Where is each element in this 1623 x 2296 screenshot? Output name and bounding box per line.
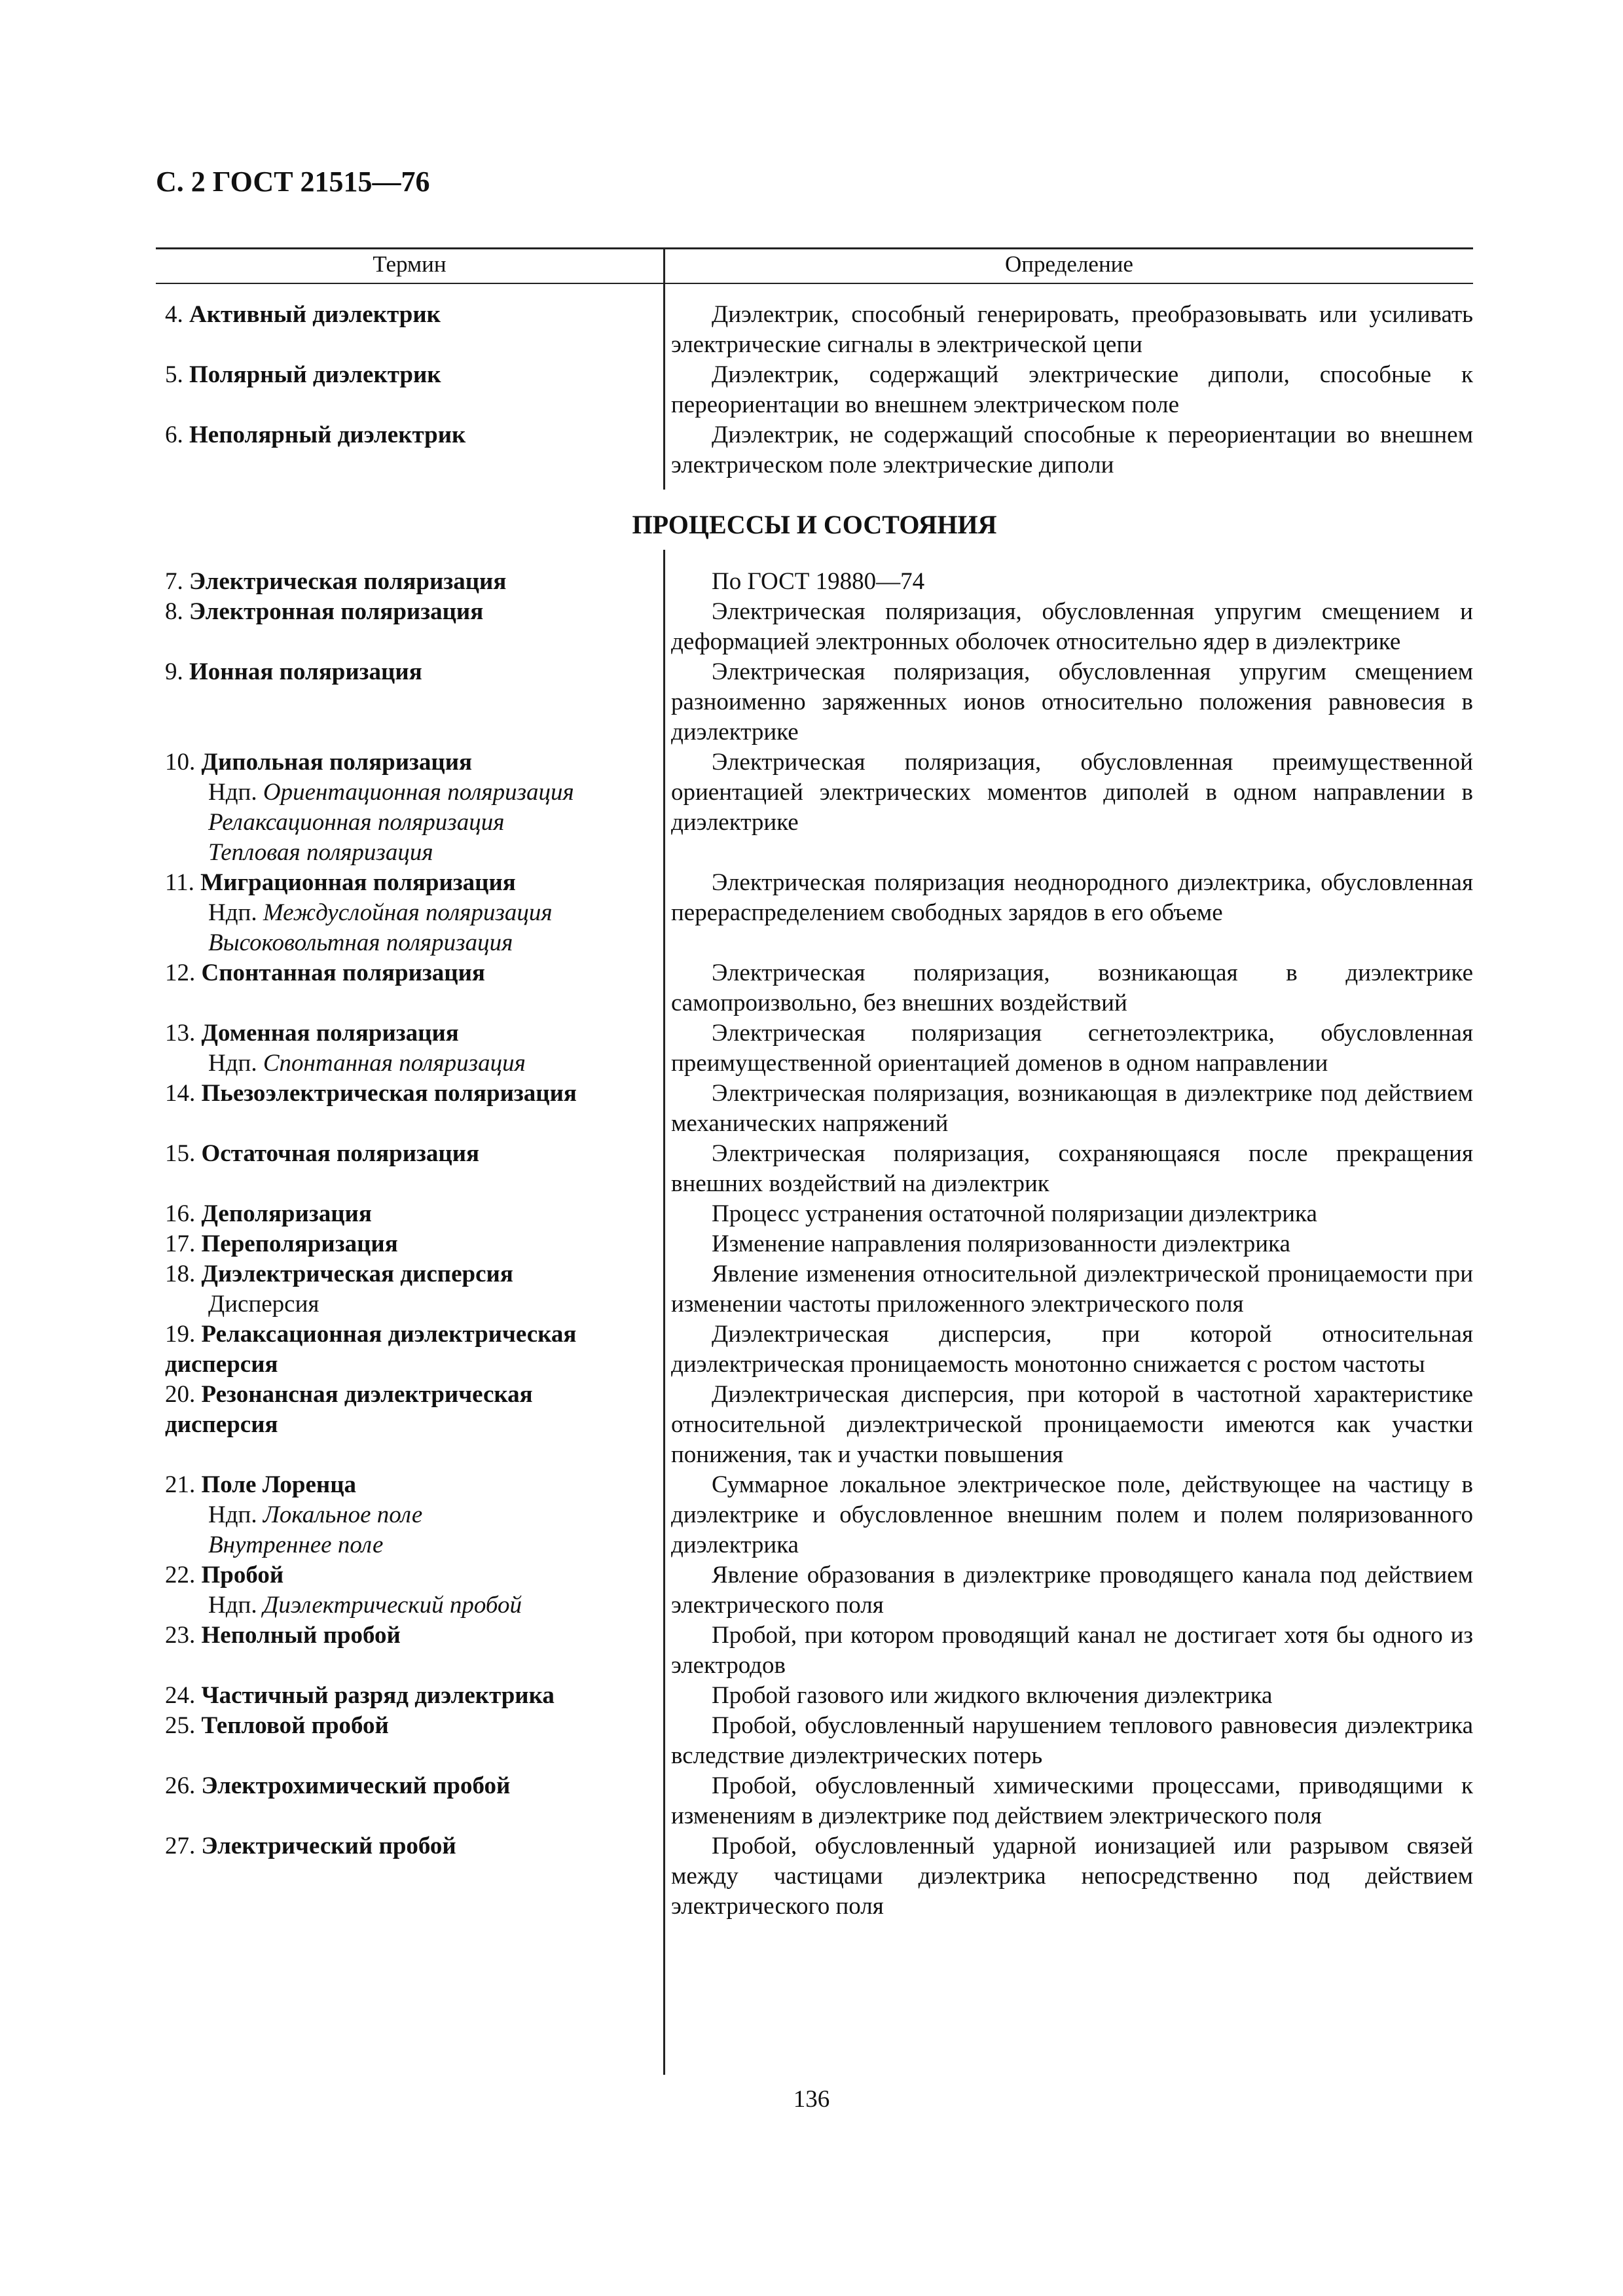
deprecated-synonym (165, 898, 647, 928)
term-cell (156, 1380, 663, 1440)
ndp-label: Ндп. (208, 1592, 257, 1619)
deprecated-term: Релаксационная поляризация (208, 809, 505, 836)
term-name: Дипольная поляризация (201, 749, 473, 776)
term-number: 4. (165, 301, 183, 328)
term-heading (165, 1199, 647, 1229)
ndp-label: Ндп. (208, 1501, 257, 1528)
term-name: Пробой (201, 1562, 284, 1588)
column-header-term: Термин (373, 251, 447, 277)
deprecated-term: Тепловая поляризация (208, 839, 433, 866)
column-header-definition: Определение (1005, 251, 1133, 277)
term-row (156, 1560, 1473, 1621)
definition-cell: Явление изменения относительной диэлектрической проницаемости при изменении частоты приложенного электрического поля (671, 1261, 1473, 1318)
term-name: Полярный диэлектрик (189, 361, 441, 388)
deprecated-synonym (165, 778, 647, 808)
term-heading (165, 360, 647, 390)
term-row (156, 1711, 1473, 1771)
deprecated-synonym (165, 1590, 647, 1621)
term-name: Электрохимический пробой (201, 1772, 511, 1799)
definition-cell: Электрическая поляризация неоднородного диэлектрика, обусловленная перераспределением свободных зарядов в его объеме (671, 869, 1473, 926)
term-heading (165, 1319, 647, 1380)
definition-cell: Диэлектрик, содержащий электрические диполи, способные к переориентации во внешнем электрическом поле (671, 361, 1473, 418)
term-heading (165, 1229, 647, 1259)
term-number: 10. (165, 749, 196, 776)
definition-cell: Диэлектрик, не содержащий способные к переориентации во внешнем электрическом поле электрические диполи (671, 422, 1473, 478)
term-name: Неполный пробой (201, 1622, 401, 1649)
term-name: Тепловой пробой (201, 1712, 389, 1739)
term-cell (156, 1259, 663, 1319)
term-heading (165, 657, 647, 687)
term-heading (165, 597, 647, 627)
definition-cell: Электрическая поляризация, обусловленная упругим смещением и деформацией электронных оболочек относительно ядер в диэлектрике (671, 598, 1473, 655)
term-name: Ионная поляризация (189, 658, 422, 685)
term-number: 14. (165, 1080, 196, 1107)
terms-table-top (156, 300, 1473, 480)
term-row (156, 958, 1473, 1018)
definition-cell: Пробой, обусловленный химическими процессами, приводящими к изменениям в диэлектрике под действием электрического поля (671, 1772, 1473, 1829)
term-number: 21. (165, 1471, 196, 1498)
term-heading (165, 1018, 647, 1049)
term-number: 18. (165, 1261, 196, 1287)
term-name: Переполяризация (201, 1230, 398, 1257)
ndp-label: Ндп. (208, 779, 257, 806)
term-cell (156, 1319, 663, 1380)
term-heading (165, 1711, 647, 1741)
term-number: 23. (165, 1622, 196, 1649)
term-heading (165, 567, 647, 597)
term-row (156, 1771, 1473, 1831)
definition-cell: По ГОСТ 19880—74 (712, 568, 925, 595)
ndp-label: Ндп. (208, 1050, 257, 1077)
term-heading (165, 958, 647, 988)
definition-cell: Пробой газового или жидкого включения диэлектрика (712, 1682, 1273, 1709)
term-heading (165, 1139, 647, 1169)
term-heading (165, 1621, 647, 1651)
term-row (156, 1259, 1473, 1319)
definition-cell: Электрическая поляризация, обусловленная преимущественной ориентацией электрических моментов диполей в одном направлении в диэлектрике (671, 749, 1473, 836)
table-top-rule (156, 247, 1473, 249)
deprecated-term: Высоковольтная поляризация (208, 929, 513, 956)
term-name: Остаточная поляризация (201, 1140, 480, 1167)
term-heading (165, 1771, 647, 1801)
term-cell (156, 958, 663, 988)
term-heading (165, 1470, 647, 1500)
definition-cell: Электрическая поляризация сегнетоэлектрика, обусловленная преимущественной ориентацией доменов в одном направлении (671, 1020, 1473, 1077)
definition-cell: Электрическая поляризация, обусловленная упругим смещением разноименно заряженных ионов относительно положения равновесия в диэлектрике (671, 658, 1473, 745)
deprecated-synonym (165, 1049, 647, 1079)
term-number: 22. (165, 1562, 196, 1588)
term-name: Резонансная диэлектрическая дисперсия (165, 1381, 533, 1438)
term-name: Спонтанная поляризация (201, 960, 485, 986)
term-name: Электрическая поляризация (189, 568, 507, 595)
term-row (156, 420, 1473, 480)
term-number: 7. (165, 568, 183, 595)
definition-cell: Диэлектрическая дисперсия, при которой относительная диэлектрическая проницаемость монотонно снижается с ростом частоты (671, 1321, 1473, 1378)
term-number: 16. (165, 1200, 196, 1227)
term-cell (156, 1621, 663, 1651)
term-cell (156, 1470, 663, 1560)
term-cell (156, 567, 663, 597)
term-number: 12. (165, 960, 196, 986)
term-cell (156, 1018, 663, 1079)
term-cell (156, 868, 663, 958)
page-header: С. 2 ГОСТ 21515—76 (156, 166, 430, 198)
term-number: 24. (165, 1682, 196, 1709)
term-row (156, 747, 1473, 868)
term-cell (156, 300, 663, 330)
definition-cell: Процесс устранения остаточной поляризации диэлектрика (712, 1200, 1317, 1227)
term-number: 5. (165, 361, 183, 388)
term-name: Неполярный диэлектрик (189, 422, 466, 448)
definition-cell: Пробой, при котором проводящий канал не достигает хотя бы одного из электродов (671, 1622, 1473, 1679)
term-name: Электрический пробой (201, 1833, 456, 1859)
definition-cell: Электрическая поляризация, возникающая в диэлектрике самопроизвольно, без внешних воздействий (671, 960, 1473, 1016)
term-name: Электронная поляризация (189, 598, 484, 625)
deprecated-term: Ориентационная поляризация (263, 779, 574, 806)
term-name: Доменная поляризация (201, 1020, 459, 1047)
term-row (156, 567, 1473, 597)
term-heading (165, 1259, 647, 1289)
definition-cell: Суммарное локальное электрическое поле, действующее на частицу в диэлектрике и обусловленное внешним полем и полем поляризованного диэлектрика (671, 1471, 1473, 1558)
page-number: 136 (793, 2086, 830, 2113)
term-name: Миграционная поляризация (200, 869, 516, 896)
term-name: Частичный разряд диэлектрика (201, 1682, 555, 1709)
term-heading (165, 300, 647, 330)
term-cell (156, 420, 663, 450)
term-cell (156, 1560, 663, 1621)
term-cell (156, 1771, 663, 1801)
term-row (156, 1319, 1473, 1380)
term-row (156, 1199, 1473, 1229)
term-number: 9. (165, 658, 183, 685)
term-number: 27. (165, 1833, 196, 1859)
term-number: 11. (165, 869, 194, 896)
term-heading (165, 1831, 647, 1861)
deprecated-term: Междуслойная поляризация (263, 899, 553, 926)
term-row (156, 1229, 1473, 1259)
term-row (156, 657, 1473, 747)
term-name: Активный диэлектрик (189, 301, 441, 328)
section-title: ПРОЦЕССЫ И СОСТОЯНИЯ (632, 510, 997, 539)
term-number: 13. (165, 1020, 196, 1047)
term-cell (156, 657, 663, 687)
term-name: Релаксационная диэлектрическая дисперсия (165, 1321, 577, 1378)
definition-cell: Электрическая поляризация, сохраняющаяся после прекращения внешних воздействий на диэлектрик (671, 1140, 1473, 1197)
term-number: 20. (165, 1381, 196, 1408)
term-heading (165, 1079, 647, 1109)
term-name: Пьезоэлектрическая поляризация (201, 1080, 577, 1107)
term-row (156, 868, 1473, 958)
term-number: 17. (165, 1230, 196, 1257)
definition-cell: Диэлектрик, способный генерировать, преобразовывать или усиливать электрические сигналы в электрической цепи (671, 301, 1473, 358)
term-number: 8. (165, 598, 183, 625)
deprecated-term: Локальное поле (263, 1501, 423, 1528)
term-row (156, 300, 1473, 360)
term-name: Диэлектрическая дисперсия (201, 1261, 513, 1287)
term-cell (156, 1831, 663, 1861)
term-number: 6. (165, 422, 183, 448)
ndp-label: Ндп. (208, 899, 257, 926)
terms-table-main (156, 567, 1473, 1922)
term-row (156, 360, 1473, 420)
term-name: Деполяризация (201, 1200, 372, 1227)
term-row (156, 597, 1473, 657)
term-row (156, 1018, 1473, 1079)
term-number: 15. (165, 1140, 196, 1167)
term-cell (156, 1079, 663, 1109)
definition-cell: Диэлектрическая дисперсия, при которой в частотной характеристике относительной диэлектрической проницаемости имеются как участки понижения, так и участки повышения (671, 1381, 1473, 1468)
definition-cell: Электрическая поляризация, возникающая в диэлектрике под действием механических напряжений (671, 1080, 1473, 1137)
term-heading (165, 1681, 647, 1711)
deprecated-term: Спонтанная поляризация (263, 1050, 526, 1077)
definition-cell: Изменение направления поляризованности диэлектрика (712, 1230, 1290, 1257)
term-number: 25. (165, 1712, 196, 1739)
term-cell (156, 360, 663, 390)
synonym-term: Дисперсия (208, 1291, 319, 1318)
table-head-rule (156, 283, 1473, 284)
term-cell (156, 1199, 663, 1229)
definition-cell: Пробой, обусловленный нарушением теплового равновесия диэлектрика вследствие диэлектрических потерь (671, 1712, 1473, 1769)
definition-cell: Пробой, обусловленный ударной ионизацией или разрывом связей между частицами диэлектрика непосредственно под действием электрического поля (671, 1833, 1473, 1920)
term-row (156, 1681, 1473, 1711)
deprecated-term: Диэлектрический пробой (263, 1592, 522, 1619)
term-cell (156, 1229, 663, 1259)
term-heading (165, 868, 647, 898)
deprecated-synonym (165, 1500, 647, 1530)
term-row (156, 1079, 1473, 1139)
term-number: 19. (165, 1321, 196, 1348)
term-name: Поле Лоренца (201, 1471, 357, 1498)
term-cell (156, 1681, 663, 1711)
deprecated-term: Внутреннее поле (208, 1532, 384, 1558)
term-cell (156, 1139, 663, 1169)
term-number: 26. (165, 1772, 196, 1799)
term-cell (156, 1711, 663, 1741)
term-heading (165, 1560, 647, 1590)
term-row (156, 1380, 1473, 1470)
term-heading (165, 420, 647, 450)
term-cell (156, 747, 663, 868)
term-row (156, 1831, 1473, 1922)
term-row (156, 1470, 1473, 1560)
term-cell (156, 597, 663, 627)
term-row (156, 1621, 1473, 1681)
term-heading (165, 747, 647, 778)
definition-cell: Явление образования в диэлектрике проводящего канала под действием электрического поля (671, 1562, 1473, 1619)
term-row (156, 1139, 1473, 1199)
term-heading (165, 1380, 647, 1440)
